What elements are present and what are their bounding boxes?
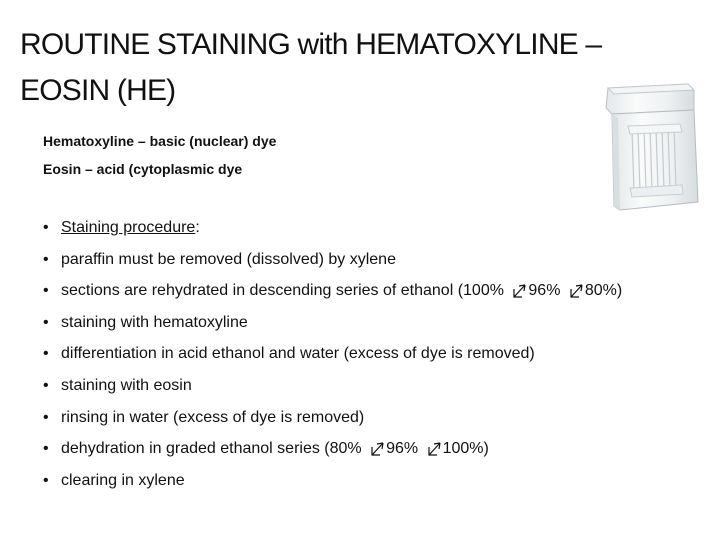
list-item: • rinsing in water (excess of dye is removed)	[40, 402, 710, 434]
procedure-list	[40, 212, 710, 496]
list-item: • sections are rehydrated in descending series of ethanol (100% 96% 80%)	[40, 275, 710, 307]
staining-jar-icon	[590, 80, 710, 215]
list-item: • staining with hematoxyline	[40, 307, 710, 339]
arrow-right-icon	[569, 283, 584, 298]
arrow-right-icon	[427, 441, 442, 456]
list-item: • Staining procedure:	[40, 212, 710, 244]
list-item: • differentiation in acid ethanol and water (excess of dye is removed)	[40, 338, 710, 370]
procedure-heading: Staining procedure	[61, 219, 196, 236]
list-item: • dehydration in graded ethanol series (80% 96% 100%)	[40, 433, 710, 465]
subheading-eosin: Eosin – acid (cytoplasmic dye	[43, 161, 243, 177]
arrow-right-icon	[512, 283, 527, 298]
subheading-hematoxyline: Hematoxyline – basic (nuclear) dye	[43, 133, 277, 149]
list-item: • staining with eosin	[40, 370, 710, 402]
list-item: • clearing in xylene	[40, 465, 710, 497]
slide-title: ROUTINE STAINING with HEMATOXYLINE – EOSIN (HE)	[20, 28, 602, 107]
list-item: • paraffin must be removed (dissolved) by xylene	[40, 244, 710, 276]
arrow-right-icon	[370, 441, 385, 456]
